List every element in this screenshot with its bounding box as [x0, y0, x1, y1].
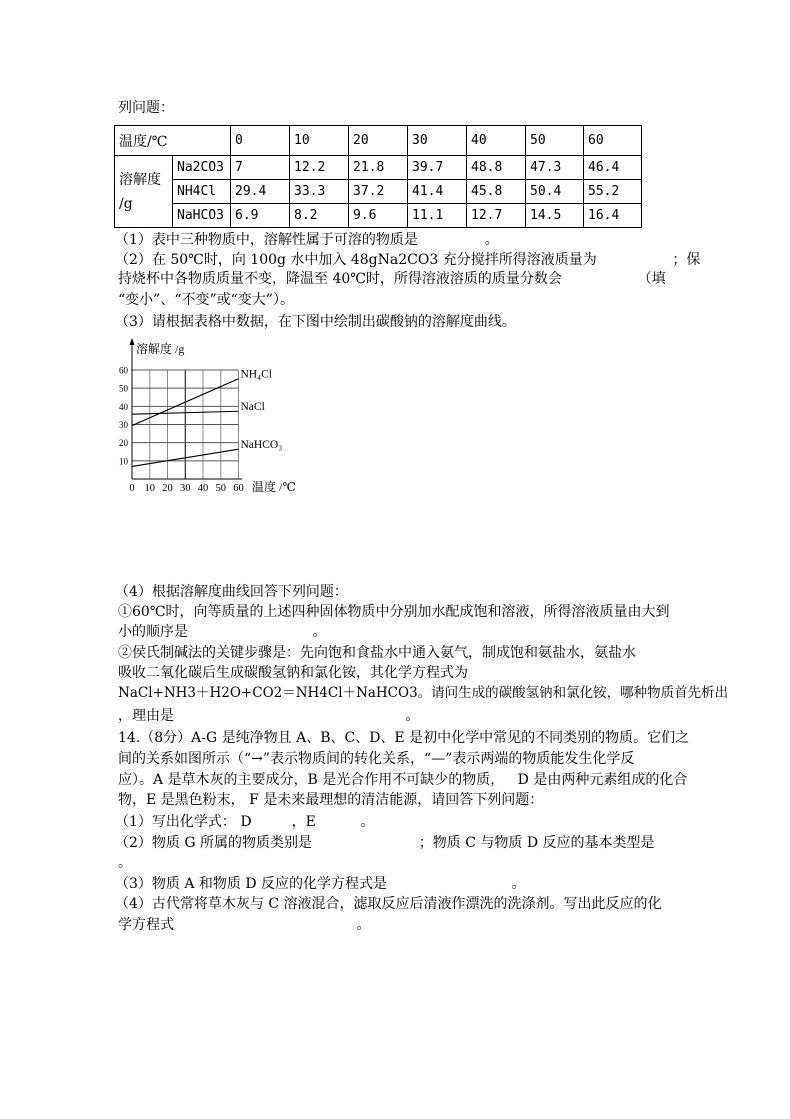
x-tick-label: 30 [180, 483, 191, 494]
temp-header: 60 [584, 126, 642, 156]
x-tick-label: 50 [215, 483, 226, 494]
temp-header: 20 [349, 126, 408, 156]
y-tick-label: 30 [119, 420, 128, 430]
table-cell: 48.8 [467, 156, 526, 180]
y-tick-label: 50 [119, 383, 128, 394]
solubility-label-text: 溶解度 [119, 171, 161, 188]
table-cell: 41.4 [408, 180, 467, 204]
table-cell: 33.3 [290, 180, 349, 204]
table-cell: 47.3 [526, 156, 584, 180]
substance-name: Na2CO3 [173, 156, 231, 180]
question-2-text: （2）在 50℃时，向 100g 水中加入 48gNa2CO3 充分搅拌所得溶液质量为 ；保 [115, 252, 701, 268]
temp-header: 30 [408, 126, 467, 156]
question-2-text-cont: 持烧杯中各物质质量不变，降温至 40℃时，所得溶液溶质的质量分数会 （填 [118, 271, 666, 287]
question-4-2-text: ②侯氏制碱法的关键步骤是：先向饱和食盐水中通入氨气，制成饱和氨盐水，氨盐水 [118, 645, 636, 661]
y-tick-label: 60 [119, 365, 128, 376]
solubility-table [114, 125, 642, 228]
question-4-2-reason: ，理由是 。 [118, 708, 420, 724]
y-axis-arrow-icon [130, 338, 135, 345]
question-4-2-equation: NaCl+NH3＋H2O+CO2＝NH4Cl＋NaHCO3。请问生成的碳酸氢钠和氯化铵，哪种物质首先析出 [118, 685, 729, 701]
question-14-2-text: （2）物质 G 所属的物质类别是 ；物质 C 与物质 D 反应的基本类型是 [115, 835, 655, 851]
question-4-text: （4）根据溶解度曲线回答下列问题： [115, 584, 348, 600]
y-tick-label: 40 [119, 401, 128, 412]
x-tick-label: 20 [162, 483, 173, 494]
table-cell: 55.2 [584, 180, 642, 204]
question-14-4-text: （4）古代常将草木灰与 C 溶液混合，滤取反应后清液作漂洗的洗涤剂。写出此反应的化 [115, 896, 662, 912]
y-axis-label: 溶解度 /g [136, 342, 185, 356]
x-axis-label: 温度 /℃ [252, 480, 296, 494]
question-4-1-text-cont: 小的顺序是 。 [118, 624, 327, 640]
substance-name: NH4Cl [173, 180, 231, 204]
table-row [115, 156, 642, 180]
table-cell: 50.4 [526, 180, 584, 204]
table-cell: 29.4 [231, 180, 290, 204]
question-14-1-text: （1）写出化学式： D ，E 。 [115, 814, 375, 830]
table-cell: 8.2 [290, 204, 349, 228]
table-row [115, 204, 642, 228]
intro-text: 列问题： [118, 100, 174, 116]
question-2-text-cont: “变小”、“不变”或“变大”）。 [118, 292, 294, 308]
temp-header: 50 [526, 126, 584, 156]
table-cell: 6.9 [231, 204, 290, 228]
temp-header: 0 [231, 126, 290, 156]
temp-header: 40 [467, 126, 526, 156]
table-cell: 16.4 [584, 204, 642, 228]
table-cell: 37.2 [349, 180, 408, 204]
question-14-2-text-cont: 。 [118, 855, 132, 871]
table-cell: 9.6 [349, 204, 408, 228]
table-cell: 11.1 [408, 204, 467, 228]
y-tick-label: 20 [119, 438, 128, 449]
question-14-4-text-cont: 学方程式 。 [118, 917, 371, 933]
table-corner-header: 温度/℃ [115, 126, 231, 156]
x-tick-label: 0 [129, 483, 135, 494]
table-cell: 46.4 [584, 156, 642, 180]
series-label: NaCl [240, 401, 265, 414]
table-cell: 45.8 [467, 180, 526, 204]
x-tick-label: 10 [144, 483, 155, 494]
y-tick-label: 10 [119, 456, 128, 467]
table-cell: 12.7 [467, 204, 526, 228]
question-14-text-cont: 应）。A 是草木灰的主要成分，B 是光合作用不可缺少的物质， D 是由两种元素组成的化合 [118, 772, 688, 788]
question-3-text: （3）请根据表格中数据，在下图中绘制出碳酸钠的溶解度曲线。 [115, 314, 516, 330]
question-14-text-cont: 间的关系如图所示（“→”表示物质间的转化关系，“—”表示两端的物质能发生化学反 [118, 751, 635, 767]
x-tick-label: 60 [233, 483, 244, 494]
substance-name: NaHCO3 [173, 204, 231, 228]
question-1-text: （1）表中三种物质中，溶解性属于可溶的物质是 。 [115, 232, 499, 248]
table-cell: 14.5 [526, 204, 584, 228]
series-label: NaHCO₃ [240, 439, 283, 452]
solubility-unit: /g [119, 195, 133, 212]
question-14-text: 14.（8分）A-G 是纯净物且 A、B、C、D、E 是初中化学中常见的不同类别的物质。它们之 [118, 730, 690, 746]
question-14-text-cont: 物，E 是黑色粉末， F 是未来最理想的清洁能源，请回答下列问题： [118, 792, 544, 808]
question-14-3-text: （3）物质 A 和物质 D 反应的化学方程式是 。 [115, 876, 526, 892]
question-4-1-text: ①60℃时，向等质量的上述四种固体物质中分别加水配成饱和溶液，所得溶液质量由大到 [118, 604, 670, 620]
x-tick-label: 40 [197, 483, 209, 494]
table-cell: 39.7 [408, 156, 467, 180]
solubility-label [115, 156, 173, 228]
table-row [115, 180, 642, 204]
table-cell: 21.8 [349, 156, 408, 180]
table-cell: 7 [231, 156, 290, 180]
temp-header: 10 [290, 126, 349, 156]
solubility-chart [110, 335, 310, 495]
question-4-2-text-cont: 吸收二氧化碳后生成碳酸氢钠和氯化铵，其化学方程式为 [118, 665, 468, 681]
table-cell: 12.2 [290, 156, 349, 180]
series-label: NH₄Cl [240, 368, 272, 381]
